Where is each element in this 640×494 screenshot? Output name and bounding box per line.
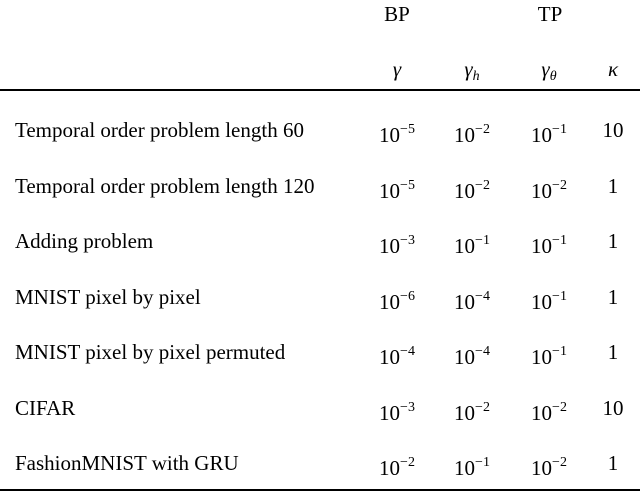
header-col-gamma: γ — [392, 57, 402, 81]
tp-gamma-theta-value: $10^{-1}$ — [531, 289, 567, 314]
task-name: Adding problem — [15, 229, 154, 253]
kappa-value: 1 — [607, 174, 619, 198]
tp-gamma-theta-value: $10^{-1}$ — [531, 344, 567, 369]
kappa-value: 1 — [607, 340, 619, 364]
bp-gamma-value: $10^{-3}$ — [379, 400, 415, 425]
tp-gamma-theta-value: $10^{-2}$ — [531, 455, 567, 480]
header-group-bp: BP — [384, 2, 410, 26]
tp-gamma-theta-value: $10^{-2}$ — [531, 178, 567, 203]
kappa-value: 10 — [602, 396, 624, 420]
header-rule — [0, 89, 640, 91]
bp-gamma-value: $10^{-6}$ — [379, 289, 415, 314]
header-group-tp: TP — [537, 2, 563, 26]
bp-gamma-value: $10^{-5}$ — [379, 178, 415, 203]
kappa-value: 10 — [602, 118, 624, 142]
task-name: MNIST pixel by pixel — [15, 285, 201, 309]
bp-gamma-value: $10^{-3}$ — [379, 233, 415, 258]
tp-gamma-theta-value: $10^{-1}$ — [531, 122, 567, 147]
bottom-rule — [0, 489, 640, 491]
kappa-value: 1 — [607, 229, 619, 253]
task-name: Temporal order problem length 60 — [15, 118, 304, 142]
tp-gamma-h-value: $10^{-2}$ — [454, 122, 490, 147]
tp-gamma-h-value: $10^{-4}$ — [454, 344, 490, 369]
task-name: MNIST pixel by pixel permuted — [15, 340, 286, 364]
tp-gamma-h-value: $10^{-1}$ — [454, 233, 490, 258]
header-col-kappa: κ — [607, 57, 619, 81]
task-name: CIFAR — [15, 396, 76, 420]
kappa-value: 1 — [607, 451, 619, 475]
bp-gamma-value: $10^{-4}$ — [379, 344, 415, 369]
header-col-gamma-h: $\gamma_h$ — [464, 57, 480, 84]
task-name: Temporal order problem length 120 — [15, 174, 315, 198]
tp-gamma-h-value: $10^{-2}$ — [454, 400, 490, 425]
bp-gamma-value: $10^{-5}$ — [379, 122, 415, 147]
tp-gamma-h-value: $10^{-4}$ — [454, 289, 490, 314]
tp-gamma-theta-value: $10^{-2}$ — [531, 400, 567, 425]
task-name: FashionMNIST with GRU — [15, 451, 239, 475]
bp-gamma-value: $10^{-2}$ — [379, 455, 415, 480]
kappa-value: 1 — [607, 285, 619, 309]
tp-gamma-h-value: $10^{-2}$ — [454, 178, 490, 203]
tp-gamma-theta-value: $10^{-1}$ — [531, 233, 567, 258]
header-col-gamma-theta: $\gamma_\theta$ — [541, 57, 557, 84]
tp-gamma-h-value: $10^{-1}$ — [454, 455, 490, 480]
